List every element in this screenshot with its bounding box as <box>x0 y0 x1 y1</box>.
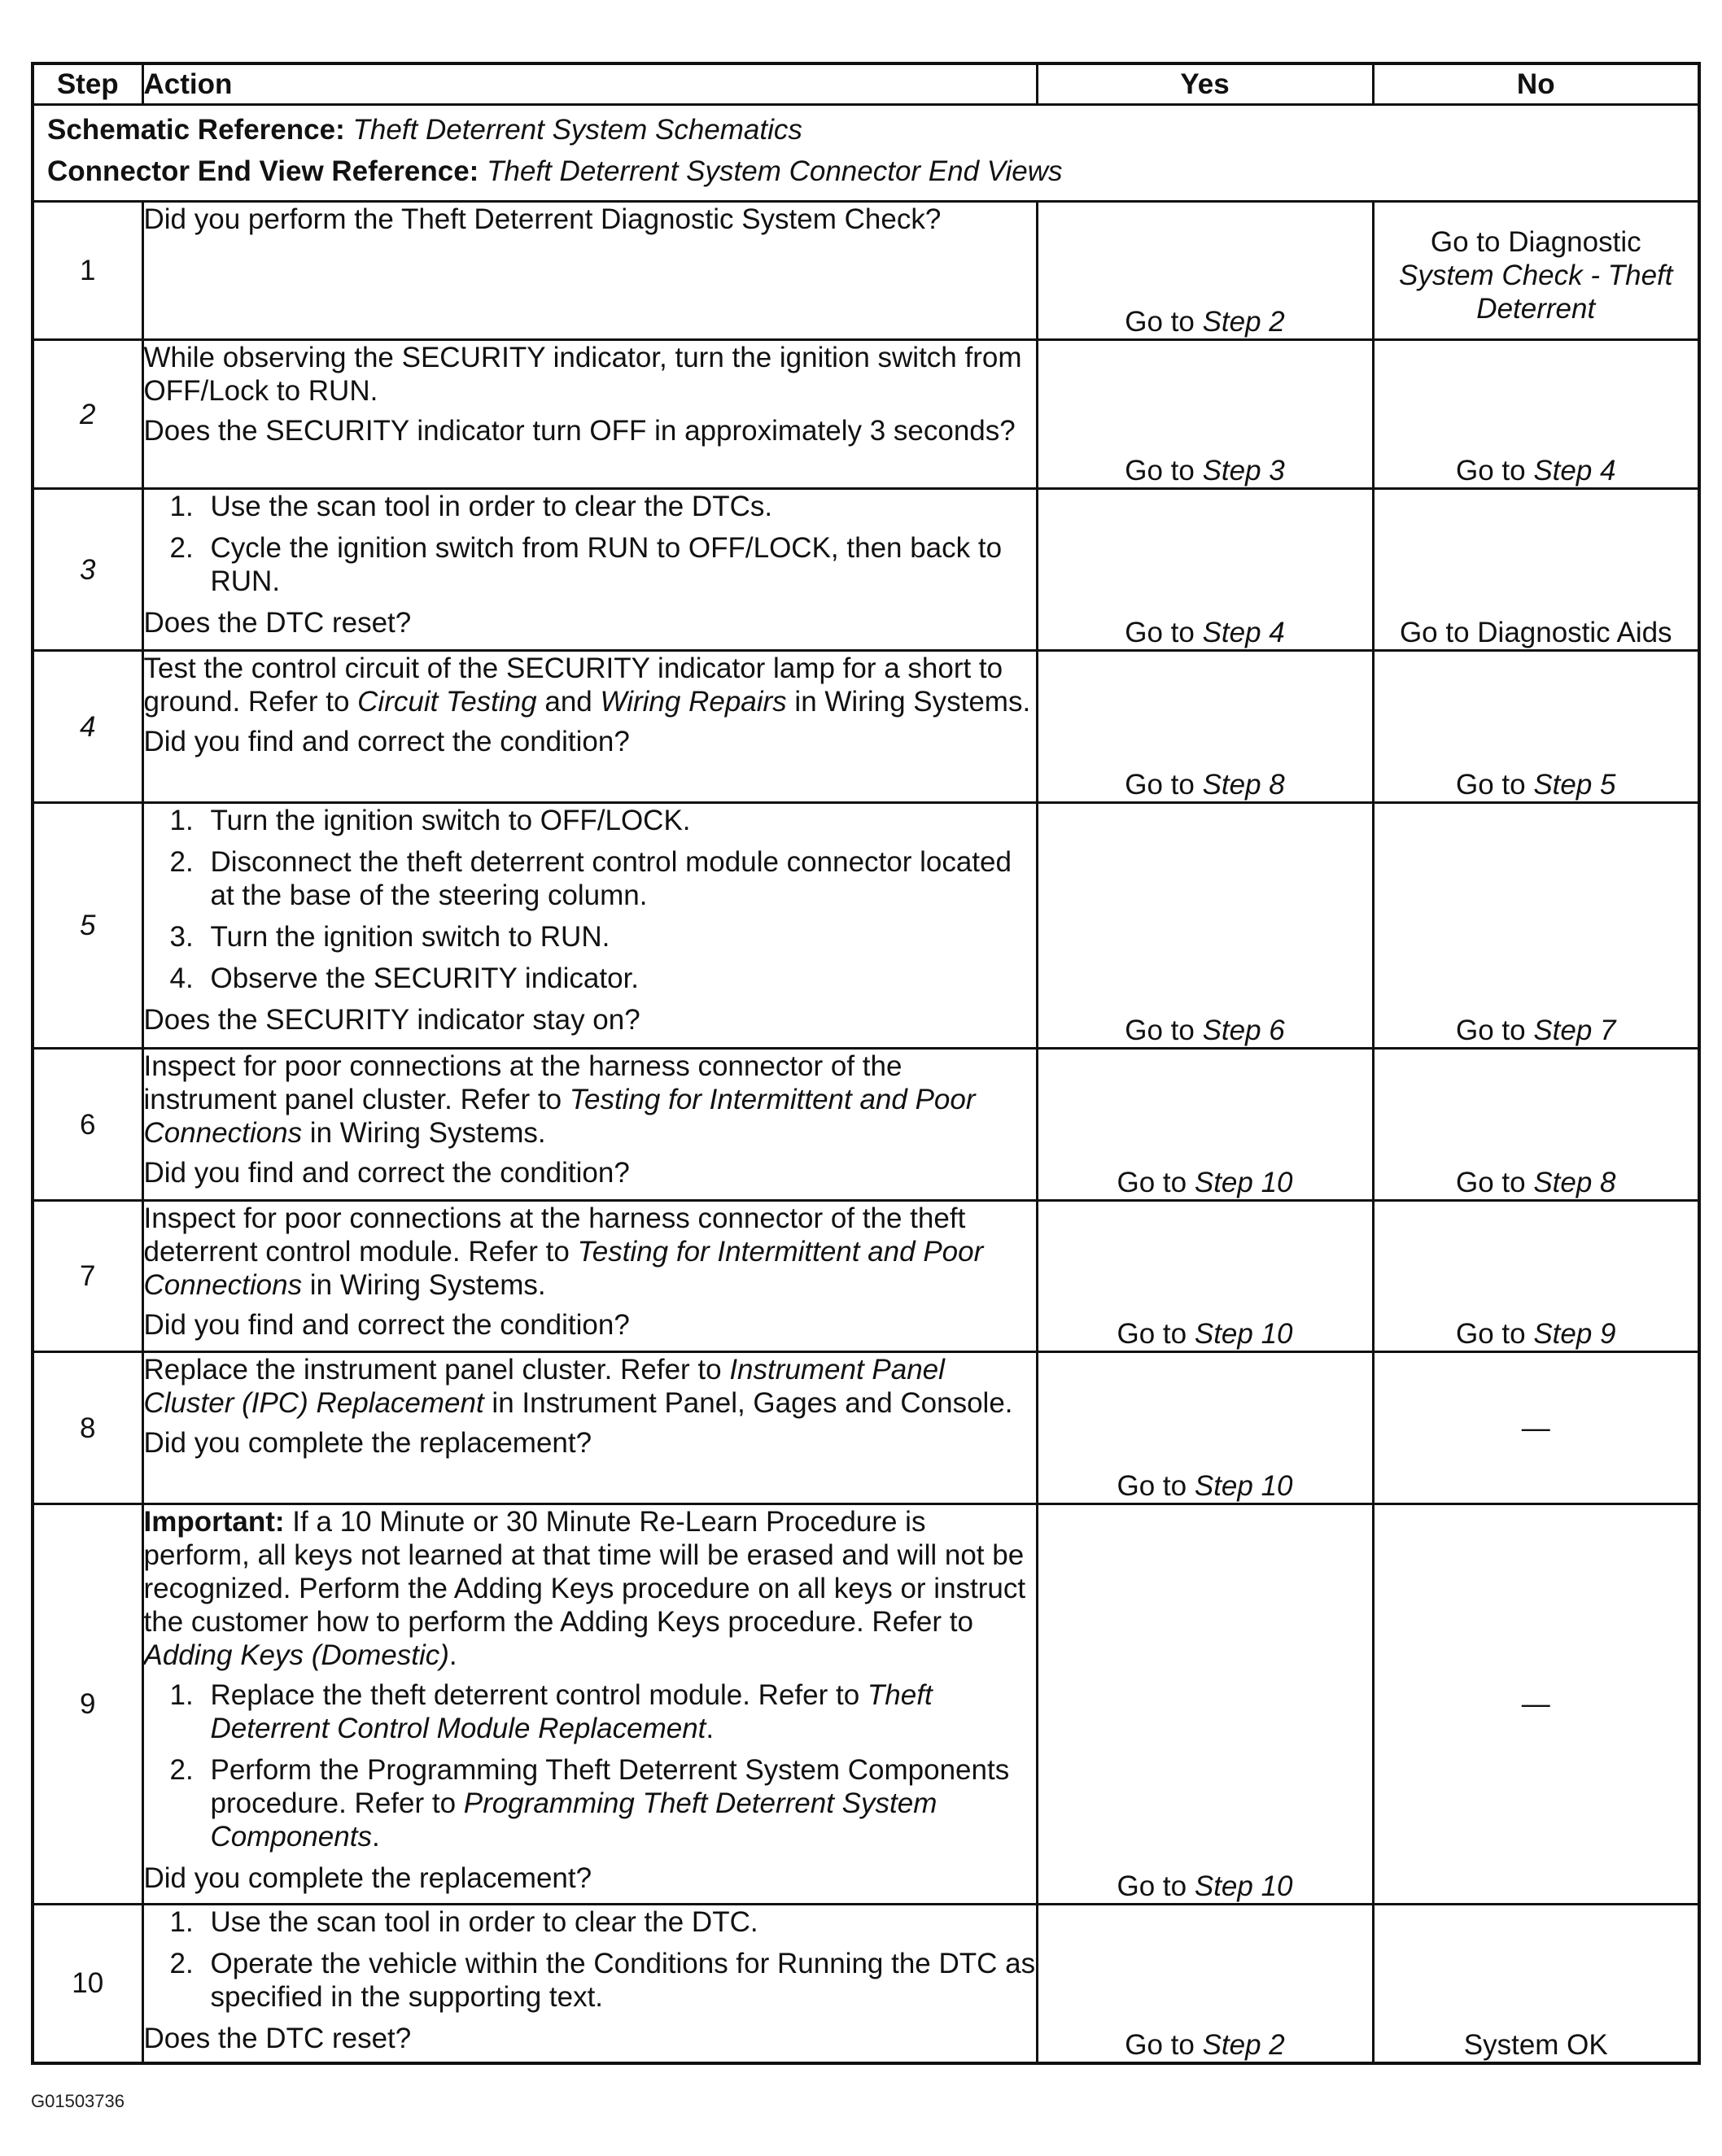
table-row <box>33 651 1699 803</box>
table-header-row <box>33 63 1699 105</box>
schematic-reference-link: Theft Deterrent System Schematics <box>352 114 802 146</box>
no-step-link: Step 9 <box>1533 1318 1616 1350</box>
list-item <box>144 962 1036 995</box>
list-item-number: 3. <box>169 921 194 953</box>
action-cell <box>142 202 1037 340</box>
action-list <box>144 490 1036 598</box>
yes-cell <box>1037 1049 1373 1201</box>
list-item-text <box>211 1678 1036 1745</box>
action-cell <box>142 803 1037 1049</box>
instruction-text: in Wiring Systems. <box>302 1117 546 1149</box>
reference-link: Theft Deterrent Control Module Replacement <box>210 1679 933 1744</box>
step-number: 3 <box>33 489 142 651</box>
no-cell: System OK <box>1373 1905 1699 2063</box>
action-question: Did you find and correct the condition? <box>143 1309 630 1341</box>
list-item-number: 1. <box>169 1679 194 1711</box>
reference-link: Instrument Panel Cluster (IPC) Replacement <box>143 1354 945 1419</box>
table-row <box>33 803 1699 1049</box>
yes-step-link: Step 8 <box>1202 769 1285 801</box>
list-item <box>144 490 1036 523</box>
instruction-text: . <box>706 1713 715 1744</box>
list-item-number: 1. <box>169 1906 194 1938</box>
step-number: 8 <box>33 1352 142 1504</box>
instruction-text: in Wiring Systems. <box>786 686 1031 718</box>
no-step-link: Step 4 <box>1533 455 1616 487</box>
step-number: 5 <box>33 803 142 1049</box>
header-action: Action <box>142 63 1037 105</box>
table-row <box>33 1201 1699 1352</box>
action-list <box>144 1678 1036 1853</box>
important-note <box>144 1505 1036 1672</box>
no-cell <box>1373 1049 1699 1201</box>
no-cell <box>1373 803 1699 1049</box>
action-cell <box>142 1201 1037 1352</box>
action-question: Did you find and correct the condition? <box>143 726 630 757</box>
yes-step-link: Step 3 <box>1202 455 1285 487</box>
list-item-text: Disconnect the theft deterrent control module connector located at the base of the steering column. <box>210 846 1012 911</box>
yes-step-link: Step 10 <box>1194 1318 1293 1350</box>
no-cell: Go to Diagnostic Aids <box>1373 489 1699 651</box>
no-cell <box>1373 340 1699 489</box>
reference-link: Testing for Intermittent and Poor Connections <box>143 1084 976 1149</box>
no-cell <box>1373 202 1699 340</box>
action-instruction <box>144 1050 1036 1150</box>
action-cell <box>142 1352 1037 1504</box>
action-instruction: While observing the SECURITY indicator, turn the ignition switch from OFF/Lock to RUN. <box>143 342 1022 407</box>
list-item-text: Use the scan tool in order to clear the DTC. <box>210 1906 758 1938</box>
instruction-text: Inspect for poor connections at the harness connector of the instrument panel cluster. Refer to <box>143 1050 903 1115</box>
action-question: Did you find and correct the condition? <box>143 1157 630 1189</box>
header-step: Step <box>33 63 142 105</box>
list-item <box>144 804 1036 837</box>
go-to-label: Go to <box>1117 1318 1187 1350</box>
action-cell <box>142 1504 1037 1905</box>
list-item-text: Turn the ignition switch to OFF/LOCK. <box>210 805 691 836</box>
connector-reference-link: Theft Deterrent System Connector End Views <box>487 155 1063 187</box>
table-row <box>33 1352 1699 1504</box>
step-number: 1 <box>33 202 142 340</box>
go-to-label: Go to <box>1125 617 1195 648</box>
step-number: 9 <box>33 1504 142 1905</box>
no-cell-dash: — <box>1373 1352 1699 1504</box>
list-item <box>144 1678 1036 1745</box>
yes-step-link: Step 6 <box>1202 1015 1285 1046</box>
figure-id: G01503736 <box>31 2091 125 2111</box>
table-row <box>33 340 1699 489</box>
action-question: Did you complete the replacement? <box>143 1862 592 1894</box>
list-item <box>144 845 1036 912</box>
go-to-label: Go to <box>1455 1015 1526 1046</box>
no-text-line: Deterrent <box>1476 293 1596 325</box>
go-to-label: Go to <box>1125 2028 1195 2061</box>
diagnostic-table-container <box>31 62 1698 2065</box>
list-item-text <box>211 1753 1036 1853</box>
no-cell <box>1373 1201 1699 1352</box>
action-cell <box>142 489 1037 651</box>
yes-step-link: Step 2 <box>1202 2028 1285 2061</box>
action-question: Did you complete the replacement? <box>143 1427 592 1459</box>
action-question: Does the DTC reset? <box>143 2023 412 2054</box>
yes-step-link: Step 10 <box>1194 1470 1293 1502</box>
no-step-link: Step 7 <box>1533 1015 1616 1046</box>
action-cell <box>142 1049 1037 1201</box>
step-number: 2 <box>33 340 142 489</box>
list-item-number: 2. <box>169 1948 194 1979</box>
reference-link: Testing for Intermittent and Poor Connections <box>143 1236 984 1301</box>
action-instruction <box>144 1202 1036 1302</box>
diagnostic-table <box>31 62 1701 2065</box>
go-to-label: Go to <box>1125 306 1195 338</box>
reference-row <box>33 105 1699 202</box>
yes-cell <box>1037 1504 1373 1905</box>
yes-cell <box>1037 489 1373 651</box>
list-item-number: 2. <box>169 532 194 564</box>
important-label: Important: <box>143 1506 285 1538</box>
yes-cell <box>1037 340 1373 489</box>
schematic-reference-label: Schematic Reference: <box>47 114 345 146</box>
action-question: Does the SECURITY indicator stay on? <box>143 1004 640 1036</box>
yes-cell <box>1037 803 1373 1049</box>
table-row <box>33 1504 1699 1905</box>
go-to-label: Go to <box>1125 769 1195 801</box>
step-number: 7 <box>33 1201 142 1352</box>
yes-cell <box>1037 651 1373 803</box>
yes-step-link: Step 4 <box>1202 617 1285 648</box>
list-item <box>144 920 1036 954</box>
list-item-text: Turn the ignition switch to RUN. <box>210 921 610 953</box>
yes-cell <box>1037 1352 1373 1504</box>
step-number: 10 <box>33 1905 142 2063</box>
list-item-text: Operate the vehicle within the Conditions for Running the DTC as specified in the supporting text. <box>210 1948 1036 2013</box>
yes-step-link: Step 10 <box>1194 1167 1293 1198</box>
go-to-label: Go to <box>1455 769 1526 801</box>
list-item-number: 1. <box>169 491 194 522</box>
instruction-text: Test the control circuit of the SECURITY indicator lamp for a short to ground. Refer to <box>143 652 1003 718</box>
instruction-text: in Instrument Panel, Gages and Console. <box>483 1387 1013 1419</box>
go-to-label: Go to <box>1455 1318 1526 1350</box>
action-list <box>144 1905 1036 2014</box>
list-item <box>144 1905 1036 1939</box>
table-row <box>33 202 1699 340</box>
list-item <box>144 531 1036 598</box>
reference-link: Adding Keys (Domestic) <box>143 1639 449 1671</box>
reference-link: Circuit Testing <box>357 686 537 718</box>
list-item-text: Use the scan tool in order to clear the DTCs. <box>210 491 773 522</box>
no-text-line: System Check - Theft <box>1399 260 1673 291</box>
list-item-text: Observe the SECURITY indicator. <box>210 962 640 994</box>
go-to-label: Go to <box>1117 1470 1187 1502</box>
list-item-number: 2. <box>169 1754 194 1786</box>
reference-link: Programming Theft Deterrent System Components <box>210 1787 937 1853</box>
table-row <box>33 1049 1699 1201</box>
instruction-text: Perform the Programming Theft Deterrent System Components procedure. Refer to <box>210 1754 1010 1819</box>
go-to-label: Go to <box>1455 1167 1526 1198</box>
connector-reference-label: Connector End View Reference: <box>47 155 479 187</box>
action-list <box>144 804 1036 995</box>
list-item <box>144 1753 1036 1853</box>
list-item-number: 4. <box>169 962 194 994</box>
action-instruction <box>144 1353 1036 1420</box>
instruction-text: . <box>448 1639 457 1671</box>
yes-cell <box>1037 1905 1373 2063</box>
step-number: 6 <box>33 1049 142 1201</box>
action-question: Does the SECURITY indicator turn OFF in approximately 3 seconds? <box>143 415 1016 447</box>
go-to-label: Go to <box>1117 1870 1187 1902</box>
instruction-text: Replace the instrument panel cluster. Refer to <box>143 1354 730 1386</box>
yes-cell <box>1037 1201 1373 1352</box>
go-to-label: Go to <box>1125 455 1195 487</box>
no-step-link: Step 5 <box>1533 769 1616 801</box>
header-yes: Yes <box>1037 63 1373 105</box>
instruction-text: in Wiring Systems. <box>302 1269 546 1301</box>
no-step-link: Step 8 <box>1533 1167 1616 1198</box>
action-cell <box>142 651 1037 803</box>
go-to-label: Go to <box>1125 1015 1195 1046</box>
no-cell-dash: — <box>1373 1504 1699 1905</box>
yes-cell <box>1037 202 1373 340</box>
go-to-label: Go to <box>1455 455 1526 487</box>
table-row <box>33 489 1699 651</box>
go-to-label: Go to <box>1117 1167 1187 1198</box>
action-instruction <box>144 652 1036 718</box>
header-no: No <box>1373 63 1699 105</box>
action-cell <box>142 1905 1037 2063</box>
step-number: 4 <box>33 651 142 803</box>
list-item <box>144 1947 1036 2014</box>
list-item-text: Cycle the ignition switch from RUN to OFF/LOCK, then back to RUN. <box>210 532 1003 597</box>
reference-link: Wiring Repairs <box>600 686 787 718</box>
schematic-reference <box>47 109 1685 151</box>
instruction-text: and <box>536 686 601 718</box>
list-item-number: 2. <box>169 846 194 878</box>
instruction-text: If a 10 Minute or 30 Minute Re-Learn Procedure is perform, all keys not learned at that time will be erased and will not be recognized. Perform the Adding Keys procedure on all keys or instruct the customer how to perform the Adding Keys procedure. Refer to <box>143 1506 1026 1638</box>
yes-step-link: Step 10 <box>1194 1870 1293 1902</box>
list-item-number: 1. <box>169 805 194 836</box>
no-cell <box>1373 651 1699 803</box>
connector-reference <box>47 151 1685 192</box>
no-text-line: Go to Diagnostic <box>1430 226 1641 258</box>
table-row <box>33 1905 1699 2063</box>
action-cell <box>142 340 1037 489</box>
instruction-text: Inspect for poor connections at the harness connector of the theft deterrent control module. Refer to <box>143 1202 966 1268</box>
yes-step-link: Step 2 <box>1202 306 1285 338</box>
action-question: Did you perform the Theft Deterrent Diagnostic System Check? <box>143 203 942 235</box>
instruction-text: Replace the theft deterrent control module. Refer to <box>210 1679 868 1711</box>
instruction-text: . <box>371 1821 380 1853</box>
action-question: Does the DTC reset? <box>143 607 412 639</box>
